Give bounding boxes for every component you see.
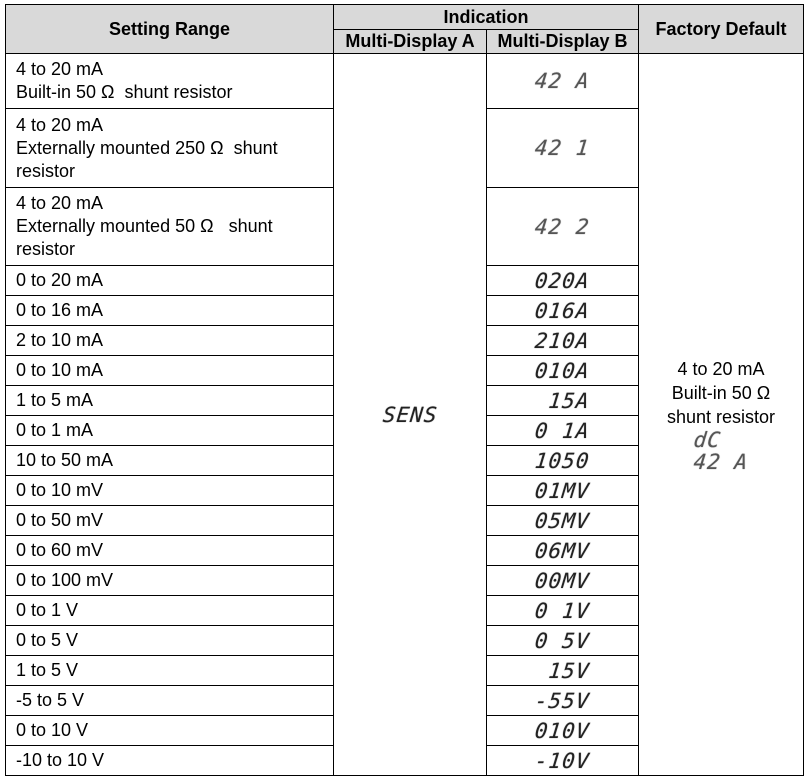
lcd-factory-default-bottom: 42 A — [692, 449, 750, 474]
multi-display-b-cell — [487, 596, 639, 626]
header-multi-display-b: Multi-Display B — [487, 30, 639, 54]
lcd-display-b: 15A — [533, 388, 592, 413]
setting-range-line: 0 to 10 mV — [16, 480, 104, 500]
setting-range-cell — [6, 746, 334, 776]
setting-range-line: 0 to 5 V — [16, 630, 79, 650]
setting-range-line: 0 to 10 mA — [16, 360, 104, 380]
setting-range-cell — [6, 506, 334, 536]
lcd-display-b: 01MV — [533, 478, 592, 503]
setting-range-table — [5, 4, 804, 776]
multi-display-b-cell — [487, 446, 639, 476]
setting-range-cell — [6, 476, 334, 506]
setting-range-line: 2 to 10 mA — [16, 330, 104, 350]
lcd-display-b: 0 1A — [533, 418, 592, 443]
setting-range-line: 0 to 50 mV — [16, 510, 104, 530]
table-body — [6, 54, 804, 776]
multi-display-b-cell — [487, 296, 639, 326]
setting-range-line: 10 to 50 mA — [16, 450, 114, 470]
setting-range-cell — [6, 416, 334, 446]
setting-range-cell — [6, 536, 334, 566]
setting-range-line: 1 to 5 mA — [16, 390, 94, 410]
setting-range-line: 0 to 1 V — [16, 600, 79, 620]
lcd-display-b: 016A — [533, 298, 592, 323]
setting-range-cell — [6, 716, 334, 746]
multi-display-b-cell — [487, 746, 639, 776]
setting-range-line: 4 to 20 mA — [16, 59, 104, 79]
setting-range-line: Externally mounted 50 Ω shunt — [16, 216, 273, 236]
setting-range-line: 4 to 20 mA — [16, 193, 104, 213]
setting-range-cell — [6, 266, 334, 296]
lcd-display-b: 06MV — [533, 538, 592, 563]
multi-display-b-cell — [487, 656, 639, 686]
multi-display-b-cell — [487, 54, 639, 109]
setting-range-line: 0 to 16 mA — [16, 300, 104, 320]
header-setting-range: Setting Range — [6, 5, 334, 54]
lcd-display-b: 15V — [533, 658, 592, 683]
multi-display-b-cell — [487, 416, 639, 446]
multi-display-b-cell — [487, 109, 639, 188]
lcd-display-b: 1050 — [533, 448, 592, 473]
multi-display-b-cell — [487, 266, 639, 296]
setting-range-line: resistor — [16, 160, 76, 181]
lcd-factory-default-top: dC — [692, 427, 750, 452]
lcd-display-a: SENS — [381, 402, 439, 427]
setting-range-line: 0 to 100 mV — [16, 570, 114, 590]
header-factory-default: Factory Default — [639, 5, 804, 54]
lcd-display-b: 42 1 — [533, 136, 592, 160]
setting-range-line: 0 to 10 V — [16, 720, 89, 740]
factory-default-line: Built-in 50 Ω — [671, 382, 771, 403]
setting-range-line: 0 to 20 mA — [16, 270, 104, 290]
lcd-display-b: 010V — [533, 718, 592, 743]
multi-display-b-cell — [487, 626, 639, 656]
multi-display-b-cell — [487, 356, 639, 386]
setting-range-cell — [6, 296, 334, 326]
lcd-display-b: 020A — [533, 268, 592, 293]
header-multi-display-a: Multi-Display A — [334, 30, 487, 54]
setting-range-line: 0 to 60 mV — [16, 540, 104, 560]
table-row — [6, 54, 804, 109]
multi-display-b-cell — [487, 716, 639, 746]
setting-range-line: 1 to 5 V — [16, 660, 79, 680]
lcd-display-b: -55V — [533, 688, 592, 713]
setting-range-cell — [6, 109, 334, 188]
multi-display-a-cell — [334, 54, 487, 776]
setting-range-cell — [6, 54, 334, 109]
multi-display-b-cell — [487, 686, 639, 716]
lcd-display-b: 05MV — [533, 508, 592, 533]
lcd-display-b: -10V — [533, 748, 592, 773]
multi-display-b-cell — [487, 386, 639, 416]
lcd-display-b: 00MV — [533, 568, 592, 593]
setting-range-cell — [6, 656, 334, 686]
header-indication: Indication — [334, 5, 639, 30]
setting-range-cell — [6, 596, 334, 626]
lcd-display-b: 010A — [533, 358, 592, 383]
setting-range-line: 4 to 20 mA — [16, 114, 104, 135]
setting-range-line: 0 to 1 mA — [16, 420, 94, 440]
setting-range-cell — [6, 386, 334, 416]
multi-display-b-cell — [487, 188, 639, 266]
setting-range-line: -10 to 10 V — [16, 750, 105, 770]
setting-range-cell — [6, 566, 334, 596]
lcd-display-b: 0 5V — [533, 628, 592, 653]
setting-range-line: Externally mounted 250 Ω shunt — [16, 137, 278, 158]
setting-range-cell — [6, 326, 334, 356]
lcd-display-b: 42 A — [533, 69, 592, 93]
factory-default-line: shunt resistor — [666, 406, 776, 427]
setting-range-line: Built-in 50 Ω shunt resistor — [16, 82, 233, 102]
lcd-display-b: 0 1V — [533, 598, 592, 623]
multi-display-b-cell — [487, 476, 639, 506]
multi-display-b-cell — [487, 326, 639, 356]
multi-display-b-cell — [487, 566, 639, 596]
multi-display-b-cell — [487, 536, 639, 566]
setting-range-line: -5 to 5 V — [16, 690, 85, 710]
setting-range-cell — [6, 356, 334, 386]
lcd-display-b: 42 2 — [533, 214, 592, 239]
setting-range-cell — [6, 188, 334, 266]
setting-range-cell — [6, 686, 334, 716]
factory-default-cell — [639, 54, 804, 776]
multi-display-b-cell — [487, 506, 639, 536]
factory-default-line: 4 to 20 mA — [677, 358, 765, 379]
setting-range-cell — [6, 446, 334, 476]
lcd-display-b: 210A — [533, 328, 592, 353]
setting-range-line: resistor — [16, 239, 76, 259]
setting-range-cell — [6, 626, 334, 656]
